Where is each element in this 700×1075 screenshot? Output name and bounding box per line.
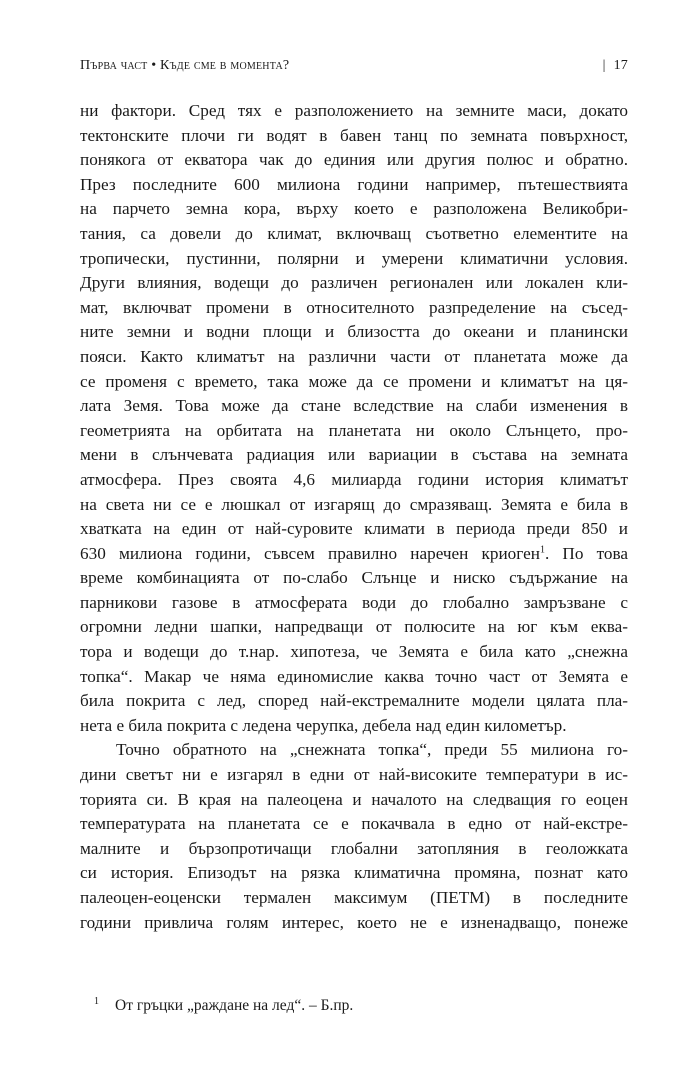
text-line: хватката на един от най-суровите климати в периода преди 850 и: [80, 519, 628, 539]
text-line: мат, включват промени в относителното разпределение на съсед-: [80, 297, 628, 317]
text-line-with-footnote: [80, 542, 628, 567]
text-line: парникови газове в атмосферата води до глобално замръзване с: [80, 592, 628, 612]
text-line: тания, са довели до климат, включващ съответно елементите на: [80, 223, 628, 243]
text-line: на света ни се е люшкал от изгарящ до смразяващ. Земята е била в: [80, 494, 628, 514]
text-line: пояси. Както климатът на различни части от планетата може да: [80, 346, 628, 366]
text-line: През последните 600 милиона години например, пътешествията: [80, 174, 628, 194]
text-line: лата Земя. Това може да стане вследствие на слаби изменения в: [80, 396, 628, 416]
text-line: ните земни и водни площи и близостта до океани и планински: [80, 322, 628, 342]
footnote: [94, 996, 353, 1015]
text-line: тора и водещи до т.нар. хипотеза, че Земята е била като „снежна: [80, 642, 628, 662]
text-line: дини светът ни е изгарял в едни от най-високите температури в ис-: [80, 765, 628, 785]
text-line: била покрита с лед, според най-екстремалните модели цялата пла-: [80, 691, 628, 711]
page-number-block: [603, 58, 628, 74]
text-line: се променя с времето, така може да се промени и климатът на ця-: [80, 371, 628, 391]
body-text: [80, 99, 628, 935]
text-line: на парчето земна кора, върху което е разположена Великобри-: [80, 199, 628, 219]
text-line: време комбинацията от по-слабо Слънце и ниско съдържание на: [80, 568, 628, 588]
text-line: палеоцен-еоценски термален максимум (ПЕТМ) в последните: [80, 888, 628, 907]
text-line: атмосфера. През своята 4,6 милиарда години история климатът: [80, 469, 628, 489]
header-separator: |: [602, 58, 606, 73]
page-number: 17: [613, 58, 628, 73]
text-line: температурата на планетата се е покачвала в едно от най-екстре-: [80, 814, 628, 834]
line-text-tail: . По това: [544, 543, 628, 563]
text-line: години привлича голям интерес, което не е изненадващо, понеже: [80, 912, 628, 932]
text-line: геометрията на орбитата на планетата ни около Слънцето, про-: [80, 420, 628, 440]
text-line: мени в слънчевата радиация или вариации в състава на земната: [80, 445, 628, 465]
text-line: си история. Епизодът на рязка климатична промяна, познат като: [80, 863, 628, 883]
text-line: нета е била покрита с ледена черупка, дебела над един километър.: [80, 715, 567, 735]
running-title: Първа част • Къде сме в момента?: [80, 58, 290, 73]
running-header: [80, 58, 628, 80]
footnote-marker: 1: [94, 996, 99, 1007]
text-line: Други влияния, водещи до различен регионален или локален кли-: [80, 273, 628, 293]
text-line: ни фактори. Сред тях е разположението на земните маси, докато: [80, 101, 628, 120]
text-line: Точно обратното на „снежната топка“, преди 55 милиона го-: [116, 740, 628, 760]
text-line: тропически, пустинни, полярни и умерени климатични условия.: [80, 248, 628, 268]
paragraph-1: [80, 99, 628, 738]
footnote-reference: 1: [539, 543, 545, 555]
text-line: огромни ледни шапки, напредващи от полюсите на юг към еква-: [80, 617, 628, 637]
text-line: понякога от екватора чак до единия или другия полюс и обратно.: [80, 150, 628, 170]
text-line: тектонските плочи ги водят в бавен танц по земната повърхност,: [80, 125, 628, 145]
text-line: малните и бързопротичащи глобални затопляния в геоложката: [80, 838, 628, 858]
line-text: 630 милиона години, съвсем правилно наречен криоген: [80, 543, 540, 563]
text-line: торията си. В края на палеоцена и началото на следващия го еоцен: [80, 789, 628, 809]
paragraph-2: [80, 738, 628, 935]
text-line: топка“. Макар че няма единомислие каква точно част от Земята е: [80, 666, 628, 686]
footnote-text: От гръцки „раждане на лед“. – Б.пр.: [115, 997, 354, 1015]
